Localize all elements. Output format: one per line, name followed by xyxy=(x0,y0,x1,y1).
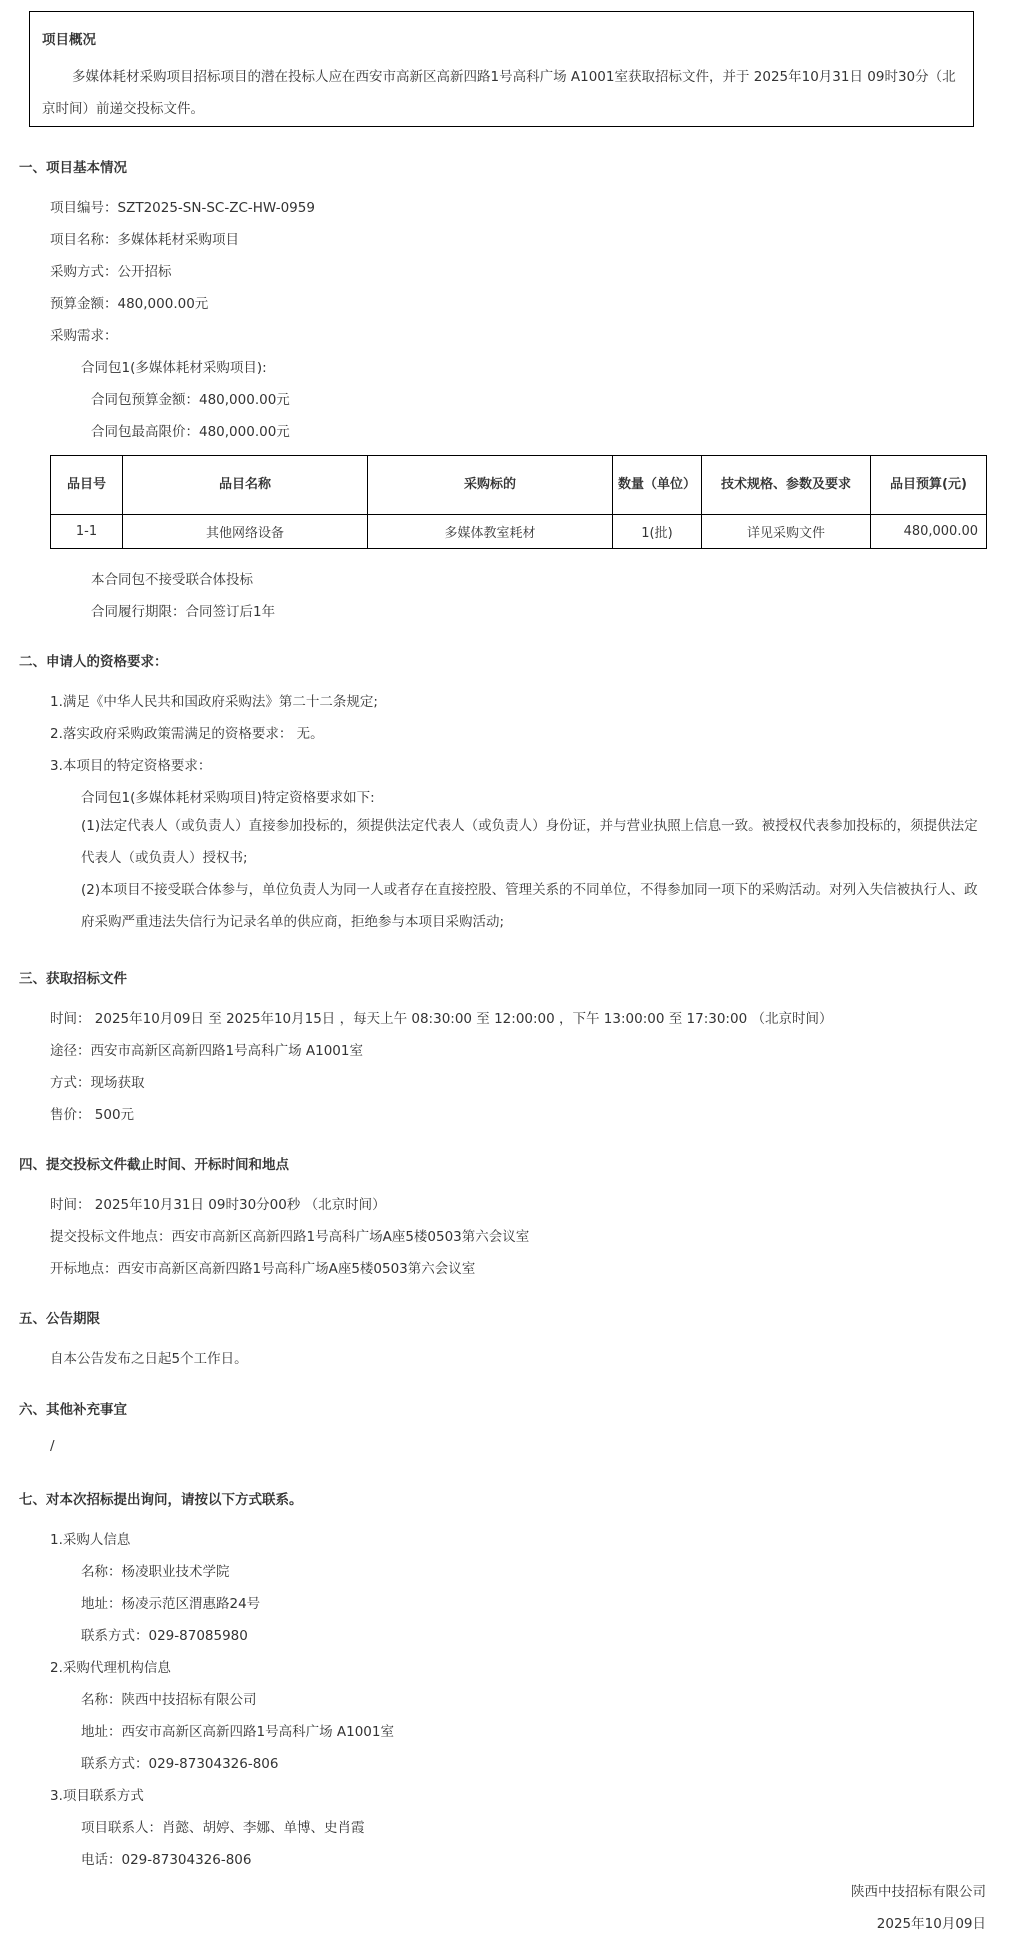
budget-amount: 预算金额：480,000.00元 xyxy=(50,296,209,312)
buyer-contact: 联系方式：029-87085980 xyxy=(81,1628,248,1644)
section-7-heading: 七、对本次招标提出询问，请按以下方式联系。 xyxy=(19,1492,303,1508)
table-header-cell: 数量（单位） xyxy=(613,456,702,515)
deadline-time: 时间： 2025年10月31日 09时30分00秒 （北京时间） xyxy=(50,1197,386,1213)
package-max-price: 合同包最高限价：480,000.00元 xyxy=(91,424,290,440)
contract-package-title: 合同包1(多媒体耗材采购项目): xyxy=(81,360,267,376)
overview-title: 项目概况 xyxy=(42,32,96,48)
agency-info-title: 2.采购代理机构信息 xyxy=(50,1660,171,1676)
no-consortium-note: 本合同包不接受联合体投标 xyxy=(91,572,253,588)
project-contact-title: 3.项目联系方式 xyxy=(50,1788,144,1804)
specific-requirements-title: 合同包1(多媒体耗材采购项目)特定资格要求如下: xyxy=(81,790,375,806)
agency-name: 名称：陕西中技招标有限公司 xyxy=(81,1692,257,1708)
overview-text: 多媒体耗材采购项目招标项目的潜在投标人应在西安市高新区高新四路1号高科广场 A1001室获取招标文件，并于 2025年10月31日 09时30分（北京时间）前递交投标文件。 xyxy=(42,69,956,117)
buyer-name: 名称：杨凌职业技术学院 xyxy=(81,1564,230,1580)
project-overview-box xyxy=(29,11,974,127)
qualification-item-1: 1.满足《中华人民共和国政府采购法》第二十二条规定; xyxy=(50,694,378,710)
qualification-item-2: 2.落实政府采购政策需满足的资格要求： 无。 xyxy=(50,726,324,742)
table-row xyxy=(51,515,987,549)
acquisition-method: 方式：现场获取 xyxy=(50,1075,145,1091)
submission-place: 提交投标文件地点：西安市高新区高新四路1号高科广场A座5楼0503第六会议室 xyxy=(50,1229,530,1245)
procurement-subject-cell: 多媒体教室耗材 xyxy=(368,515,613,549)
acquisition-way: 途径：西安市高新区高新四路1号高科广场 A1001室 xyxy=(50,1043,363,1059)
project-phone: 电话：029-87304326-806 xyxy=(81,1852,252,1868)
procurement-method: 采购方式：公开招标 xyxy=(50,264,172,280)
table-header-cell: 采购标的 xyxy=(368,456,613,515)
contract-term: 合同履行期限：合同签订后1年 xyxy=(91,604,276,620)
section-1-heading: 一、项目基本情况 xyxy=(19,160,127,176)
table-header-row xyxy=(51,456,987,515)
acquisition-time: 时间： 2025年10月09日 至 2025年10月15日 ，每天上午 08:30:00 至 12:00:00 ，下午 13:00:00 至 17:30:00 （北京时间） xyxy=(50,1011,833,1027)
opening-place: 开标地点：西安市高新区高新四路1号高科广场A座5楼0503第六会议室 xyxy=(50,1261,476,1277)
item-budget-cell: 480,000.00 xyxy=(871,515,987,549)
agency-address: 地址：西安市高新区高新四路1号高科广场 A1001室 xyxy=(81,1724,394,1740)
quantity-cell: 1(批) xyxy=(613,515,702,549)
table-header-cell: 品目预算(元) xyxy=(871,456,987,515)
signature-date: 2025年10月09日 xyxy=(876,1916,986,1932)
table-header-cell: 技术规格、参数及要求 xyxy=(702,456,871,515)
table-header-cell: 品目号 xyxy=(51,456,123,515)
package-budget: 合同包预算金额：480,000.00元 xyxy=(91,392,290,408)
specific-requirement-2: (2)本项目不接受联合体参与，单位负责人为同一人或者存在直接控股、管理关系的不同单位，不得参加同一项下的采购活动。对列入失信被执行人、政府采购严重违法失信行为记录名单的供应商，拒绝参与本项目采购活动; xyxy=(81,882,978,930)
agency-contact: 联系方式：029-87304326-806 xyxy=(81,1756,279,1772)
section-4-heading: 四、提交投标文件截止时间、开标时间和地点 xyxy=(19,1157,289,1173)
section-3-heading: 三、获取招标文件 xyxy=(19,971,127,987)
qualification-item-3: 3.本项目的特定资格要求： xyxy=(50,758,212,774)
project-contacts: 项目联系人：肖懿、胡婷、李娜、单博、史肖霞 xyxy=(81,1820,365,1836)
procurement-demand-label: 采购需求： xyxy=(50,328,118,344)
supplementary-matters: / xyxy=(50,1438,55,1454)
announcement-period: 自本公告发布之日起5个工作日。 xyxy=(50,1351,248,1367)
buyer-address: 地址：杨凌示范区渭惠路24号 xyxy=(81,1596,261,1612)
section-2-heading: 二、申请人的资格要求： xyxy=(19,654,168,670)
table-header-cell: 品目名称 xyxy=(123,456,368,515)
spec-cell: 详见采购文件 xyxy=(702,515,871,549)
project-name: 项目名称：多媒体耗材采购项目 xyxy=(50,232,239,248)
specific-requirement-1: (1)法定代表人（或负责人）直接参加投标的，须提供法定代表人（或负责人）身份证，并与营业执照上信息一致。被授权代表参加投标的，须提供法定代表人（或负责人）授权书; xyxy=(81,818,978,866)
section-6-heading: 六、其他补充事宜 xyxy=(19,1402,127,1418)
document-price: 售价： 500元 xyxy=(50,1107,135,1123)
project-number: 项目编号：SZT2025-SN-SC-ZC-HW-0959 xyxy=(50,200,315,216)
items-table xyxy=(50,455,987,549)
buyer-info-title: 1.采购人信息 xyxy=(50,1532,131,1548)
item-name-cell: 其他网络设备 xyxy=(123,515,368,549)
item-number-cell: 1-1 xyxy=(51,515,123,549)
section-5-heading: 五、公告期限 xyxy=(19,1311,100,1327)
signature-company: 陕西中技招标有限公司 xyxy=(851,1884,986,1900)
